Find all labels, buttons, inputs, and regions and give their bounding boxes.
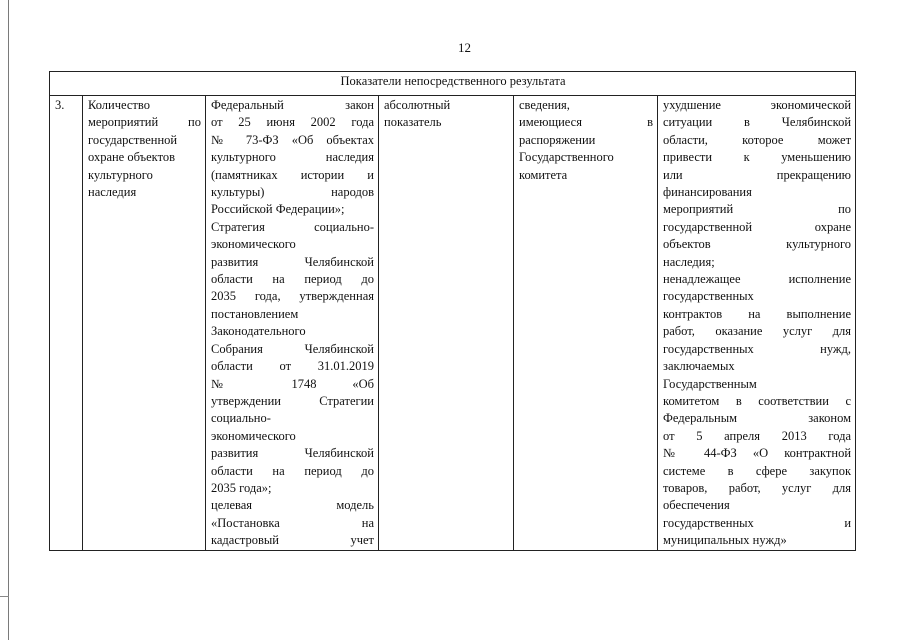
cell-line: Стратегия социально-: [211, 219, 374, 234]
section-title: Показатели непосредственного результата: [50, 72, 856, 96]
cell-line: контрактов на выполнение: [663, 306, 852, 321]
cell-line: Количество: [88, 98, 150, 112]
cell-line: культурного: [88, 167, 153, 182]
cell-line: области от 31.01.2019: [211, 359, 374, 374]
cell-line: постановлением: [211, 306, 299, 321]
cell-line: ситуации в Челябинской: [663, 115, 852, 130]
section-header-row: [50, 72, 856, 96]
page-left-edge: [8, 0, 9, 640]
cell-line: Федеральным законом: [663, 411, 852, 426]
cell-line: кадастровый учет: [211, 533, 374, 548]
cell-line: области, которое может: [663, 132, 852, 147]
cell-line: ухудшение экономической: [663, 98, 852, 112]
cell-line: целевая модель: [211, 498, 374, 513]
cell-line: № 1748 «Об: [211, 376, 374, 391]
cell-line: ненадлежащее исполнение: [663, 272, 852, 287]
cell-line: культурного наследия: [211, 150, 374, 165]
cell-line: Федеральный закон: [211, 98, 374, 112]
cell-line: мероприятий по: [88, 115, 201, 130]
cell-line: системе в сфере закупок: [663, 463, 852, 478]
cell-line: охране объектов: [88, 150, 176, 165]
cell-line: от 5 апреля 2013 года: [663, 428, 852, 443]
row-number: 3.: [50, 96, 83, 551]
cell-line: комитета: [519, 167, 568, 182]
cell-line: государственной: [88, 132, 178, 147]
cell-line: имеющиеся в: [519, 115, 653, 130]
cell-line: обеспечения: [663, 498, 730, 513]
cell-line: привести к уменьшению: [663, 150, 852, 165]
cell-line: сведения,: [519, 98, 570, 112]
table-row: [50, 96, 856, 551]
page-edge-tick: [0, 596, 9, 597]
cell-line: заключаемых: [663, 359, 735, 374]
cell-line: 2035 года»;: [211, 480, 272, 495]
indicator-name-cell: [83, 96, 206, 551]
cell-line: культуры) народов: [211, 185, 374, 200]
cell-line: № 73-ФЗ «Об объектах: [211, 132, 374, 147]
cell-line: показатель: [384, 115, 442, 130]
cell-line: Российской Федерации»;: [211, 202, 345, 217]
cell-line: работ, оказание услуг для: [663, 324, 852, 339]
cell-line: Законодательного: [211, 324, 306, 339]
cell-line: 2035 года, утвержденная: [211, 289, 374, 304]
cell-line: № 44-ФЗ «О контрактной: [663, 446, 852, 461]
data-source-cell: [514, 96, 658, 551]
cell-line: «Постановка на: [211, 515, 374, 530]
indicator-type-cell: [379, 96, 514, 551]
legal-basis-cell: [206, 96, 379, 551]
cell-line: объектов культурного: [663, 237, 852, 252]
cell-line: экономического: [211, 428, 296, 443]
cell-line: области на период до: [211, 272, 374, 287]
cell-line: Государственного: [519, 150, 614, 165]
cell-line: (памятниках истории и: [211, 167, 374, 182]
cell-line: Собрания Челябинской: [211, 341, 374, 356]
cell-line: государственных: [663, 289, 754, 304]
cell-line: социально-: [211, 411, 271, 426]
cell-line: утверждении Стратегии: [211, 393, 374, 408]
cell-line: абсолютный: [384, 98, 451, 112]
cell-line: комитетом в соответствии с: [663, 393, 852, 408]
cell-line: наследия;: [663, 254, 715, 269]
cell-line: распоряжении: [519, 132, 596, 147]
cell-line: государственной охране: [663, 219, 852, 234]
cell-line: товаров, работ, услуг для: [663, 480, 852, 495]
page-number: 12: [458, 40, 471, 55]
cell-line: муниципальных нужд»: [663, 533, 787, 548]
indicators-table: [49, 71, 856, 551]
cell-line: Государственным: [663, 376, 757, 391]
cell-line: финансирования: [663, 185, 752, 200]
cell-line: экономического: [211, 237, 296, 252]
cell-line: или прекращению: [663, 167, 852, 182]
cell-line: наследия: [88, 185, 137, 200]
cell-line: государственных и: [663, 515, 852, 530]
cell-line: от 25 июня 2002 года: [211, 115, 374, 130]
cell-line: области на период до: [211, 463, 374, 478]
cell-line: развития Челябинской: [211, 254, 374, 269]
risk-factors-cell: [658, 96, 856, 551]
cell-line: развития Челябинской: [211, 446, 374, 461]
cell-line: мероприятий по: [663, 202, 852, 217]
cell-line: государственных нужд,: [663, 341, 852, 356]
